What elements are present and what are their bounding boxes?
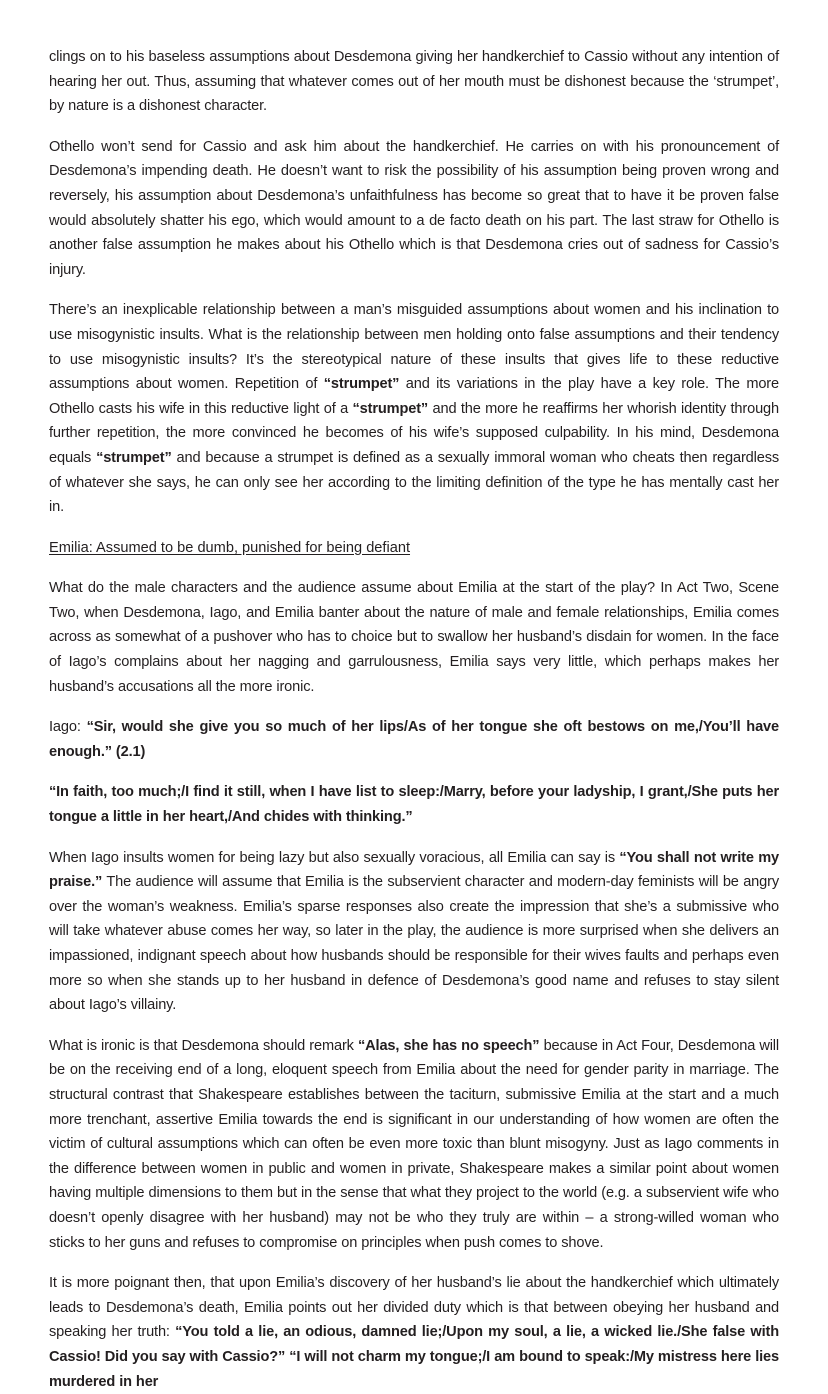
paragraph-text: Othello won’t send for Cassio and ask him about the handkerchief. He carries on with his pronouncement of Desdemona’s impending death. He doesn’t want to risk the possibility of his assumption being proven wrong and reversely, his assumption about Desdemona’s unfaithfulness has become so great that to have it be proven false would absolutely shatter his ego, which would amount to a de facto death on his part. The last straw for Othello is another false assumption he makes about his Othello which is that Desdemona cries out of sadness for Cassio’s injury.: [49, 138, 779, 278]
body-paragraph: [49, 780, 779, 829]
paragraph-text: and because a strumpet is defined as a sexually immoral woman who cheats then regardless of whatever she says, he can only see her according to the limiting definition of the type he has mentally cast her in.: [49, 449, 779, 516]
body-paragraph: [49, 846, 779, 1018]
body-paragraph: [49, 576, 779, 699]
body-paragraph: [49, 45, 779, 119]
paragraph-text: clings on to his baseless assumptions about Desdemona giving her handkerchief to Cassio without any intention of hearing her out. Thus, assuming that whatever comes out of her mouth must be dishonest because the ‘strumpet’, by nature is a dishonest character.: [49, 49, 779, 115]
paragraph-text: and the more he reaffirms her whorish identity through further repetition, the more convinced he becomes of his wife’s supposed culpability. In his mind, Desdemona equals: [49, 400, 779, 466]
paragraph-text: What do the male characters and the audience assume about Emilia at the start of the play? In Act Two, Scene Two, when Desdemona, Iago, and Emilia banter about the nature of male and female relationships, Emilia comes across as somewhat of a pushover who has to choice but to swallow her husband’s disdain for women. In the face of Iago’s complains about her nagging and garrulousness, Emilia says very little, which perhaps makes her husband’s accusations all the more ironic.: [49, 580, 779, 695]
paragraph-text: What is ironic is that Desdemona should remark: [49, 1037, 358, 1054]
quotation-text: “In faith, too much;/I find it still, when I have list to sleep:/Marry, before your ladyship, I grant,/She puts her tongue a little in her heart,/And chides with thinking.”: [49, 784, 779, 826]
paragraph-text: It is more poignant then, that upon Emilia’s discovery of her husband’s lie about the handkerchief which ultimately leads to Desdemona’s death, Emilia points out her divided duty which is that between obeying her husband and speaking her truth:: [49, 1275, 779, 1341]
body-paragraph: [49, 298, 779, 519]
document-body: [49, 45, 779, 1394]
paragraph-text: When Iago insults women for being lazy but also sexually voracious, all Emilia can say is: [49, 849, 620, 866]
paragraph-text: Iago:: [49, 719, 87, 736]
section-heading: [49, 536, 779, 561]
body-paragraph: [49, 1034, 779, 1255]
paragraph-text: because in Act Four, Desdemona will be on the receiving end of a long, eloquent speech from Emilia about the need for gender parity in marriage. The structural contrast that Shakespeare establishes between the taciturn, submissive Emilia at the start and a much more trenchant, assertive Emilia towards the end is significant in our understanding of how women are often the victim of cultural assumptions which can often be even more toxic than blunt misogyny. Just as Iago comments in the difference between women in public and women in private, Shakespeare makes a similar point about women having multiple dimensions to them but in the sense that what they project to the world (e.g. a subservient wife who doesn’t openly disagree with her husband) may not be who they truly are within – a strong-willed woman who sticks to her guns and refuses to compromise on principles when push comes to shove.: [49, 1037, 780, 1251]
body-paragraph: [49, 715, 779, 764]
quotation-text: “You shall not write my praise.”: [49, 849, 779, 891]
paragraph-text: There’s an inexplicable relationship between a man’s misguided assumptions about women and his inclination to use misogynistic insults. What is the relationship between men holding onto false assumptions and their tendency to use misogynistic insults? It’s the stereotypical nature of these insults that gives life to these reductive assumptions about women. Repetition of: [49, 302, 779, 393]
paragraph-text: The audience will assume that Emilia is the subservient character and modern-day feminists will be angry over the woman’s weakness. Emilia’s sparse responses also create the impression that she’s a submissive who will take whatever abuse comes her way, so later in the play, the audience is more surprised when she delivers an impassioned, indignant speech about how husbands should be responsible for their wives faults and perhaps even more so when she stands up to her husband in defence of Desdemona’s good name and refuses to stay silent about Iago’s villainy.: [49, 874, 779, 1014]
body-paragraph: [49, 1271, 779, 1394]
quotation-text: “strumpet”: [352, 400, 429, 417]
body-paragraph: [49, 135, 779, 283]
quotation-text: “strumpet”: [96, 449, 172, 466]
quotation-text: “Alas, she has no speech”: [358, 1037, 540, 1054]
paragraph-text: and its variations in the play have a key role. The more Othello casts his wife in this reductive light of a: [49, 376, 779, 417]
quotation-text: “You told a lie, an odious, damned lie;/Upon my soul, a lie, a wicked lie./She false with Cassio! Did you say with Cassio?” “I will not charm my tongue;/I am bound to speak:/My mistress here lies murdered in her: [49, 1324, 779, 1390]
heading-text: Emilia: Assumed to be dumb, punished for being defiant: [49, 539, 411, 556]
quotation-text: “strumpet”: [323, 376, 400, 393]
quotation-text: “Sir, would she give you so much of her lips/As of her tongue she oft bestows on me,/You’ll have enough.” (2.1): [49, 719, 779, 760]
